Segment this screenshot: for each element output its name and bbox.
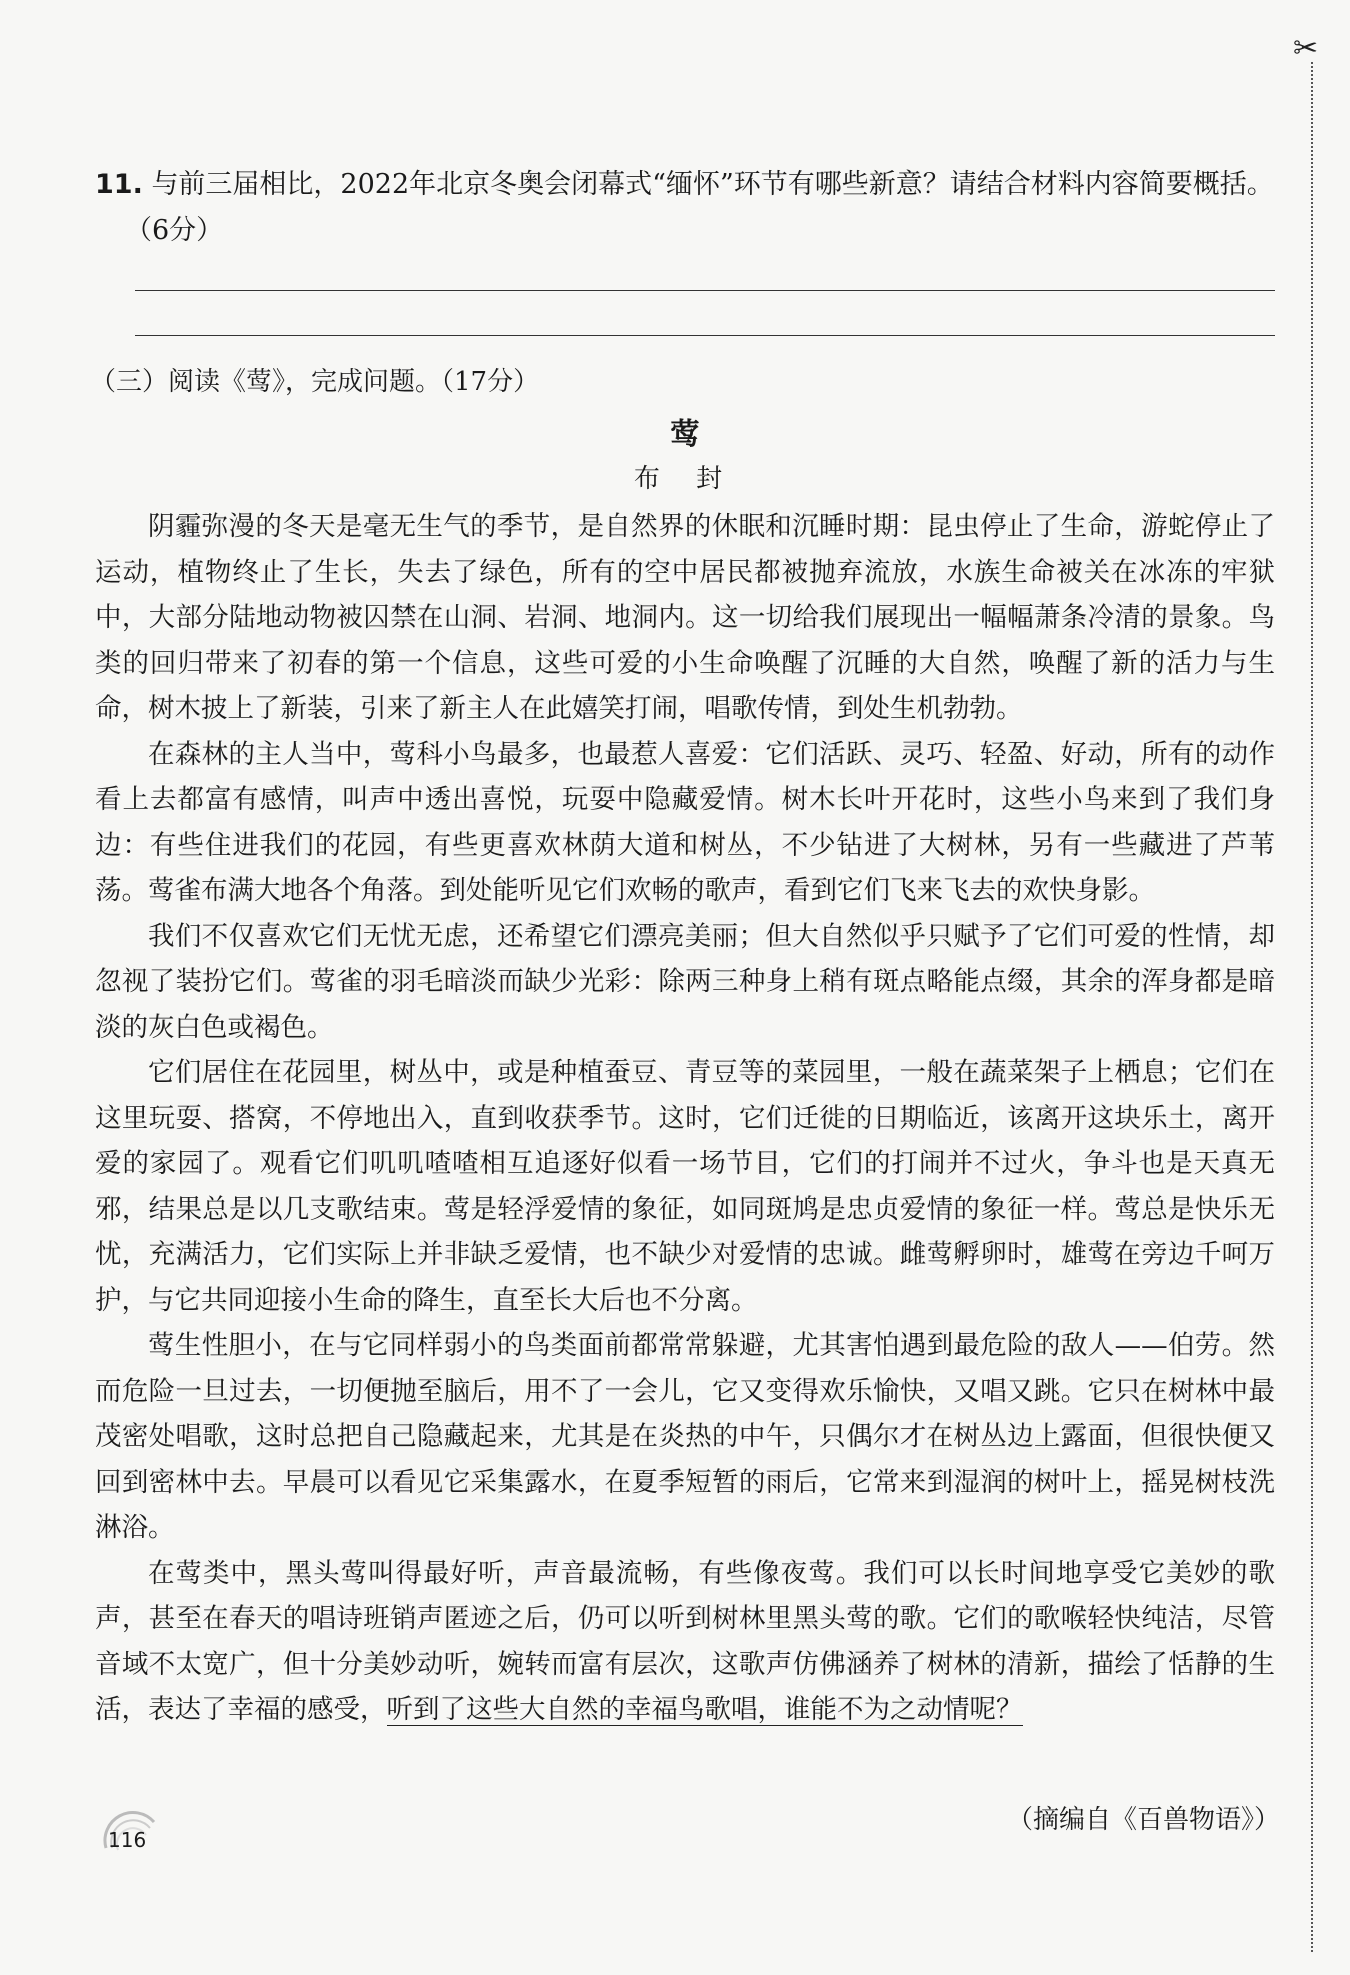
scissors-icon: ✂ (1293, 31, 1319, 66)
section-heading: （三）阅读《莺》，完成问题。（17分） (90, 367, 540, 397)
question-11 (95, 162, 1285, 254)
paragraph: 莺生性胆小，在与它同样弱小的鸟类面前都常常躲避，尤其害怕遇到最危险的敌人——伯劳。然而危险一旦过去，一切便抛至脑后，用不了一会儿，它又变得欢乐愉快，又唱又跳。它只在树林中最茂密处唱歌，这时总把自己隐藏起来，尤其是在炎热的中午，只偶尔才在树丛边上露面，但很快便又回到密林中去。早晨可以看见它采集露水，在夏季短暂的雨后，它常来到湿润的树叶上，摇晃树枝洗淋浴。 (95, 1330, 1275, 1543)
cut-line (1311, 62, 1313, 1952)
paragraph: 阴霾弥漫的冬天是毫无生气的季节，是自然界的休眠和沉睡时期：昆虫停止了生命，游蛇停止了运动，植物终止了生长，失去了绿色，所有的空中居民都被抛弃流放，水族生命被关在冰冻的牢狱中，大部分陆地动物被囚禁在山洞、岩洞、地洞内。这一切给我们展现出一幅幅萧条冷清的景象。鸟类的回归带来了初春的第一个信息，这些可爱的小生命唤醒了沉睡的大自然，唤醒了新的活力与生命，树木披上了新装，引来了新主人在此嬉笑打闹，唱歌传情，到处生机勃勃。 (95, 511, 1275, 724)
article-body (95, 504, 1275, 1733)
article-source: （摘编自《百兽物语》） (1006, 1805, 1280, 1835)
underlined-sentence: 听到了这些大自然的幸福鸟歌唱，谁能不为之动情呢？ (386, 1694, 1023, 1725)
paragraph: 我们不仅喜欢它们无忧无虑，还希望它们漂亮美丽；但大自然似乎只赋予了它们可爱的性情，却忽视了装扮它们。莺雀的羽毛暗淡而缺少光彩：除两三种身上稍有斑点略能点缀，其余的浑身都是暗淡的灰白色或褐色。 (95, 920, 1275, 1043)
paragraph: 它们居住在花园里，树丛中，或是种植蚕豆、青豆等的菜园里，一般在蔬菜架子上栖息；它们在这里玩耍、搭窝，不停地出入，直到收获季节。这时，它们迁徙的日期临近，该离开这块乐土，离开爱的家园了。观看它们叽叽喳喳相互追逐好似看一场节目，它们的打闹并不过火，争斗也是天真无邪，结果总是以几支歌结束。莺是轻浮爱情的象征，如同斑鸠是忠贞爱情的象征一样。莺总是快乐无忧，充满活力，它们实际上并非缺乏爱情，也不缺少对爱情的忠诚。雌莺孵卵时，雄莺在旁边千呵万护，与它共同迎接小生命的降生，直至长大后也不分离。 (95, 1057, 1275, 1316)
article-author: 布 封 (633, 464, 737, 494)
paragraph-text: 在莺类中，黑头莺叫得最好听，声音最流畅，有些像夜莺。我们可以长时间地享受它美妙的歌声，甚至在春天的唱诗班销声匿迹之后，仍可以听到树林里黑头莺的歌。它们的歌喉轻快纯洁，尽管音域不太宽广，但十分美妙动听，婉转而富有层次，这歌声仿佛涵养了树林的清新，描绘了恬静的生活，表达了幸福的感受， (95, 1557, 1275, 1725)
article-title: 莺 (670, 417, 700, 452)
answer-line[interactable] (135, 335, 1275, 336)
question-number: 11. (95, 169, 143, 200)
question-points: （6分） (125, 215, 224, 246)
paragraph-last (95, 1551, 1275, 1733)
answer-line[interactable] (135, 290, 1275, 291)
question-text: 与前三届相比，2022年北京冬奥会闭幕式“缅怀”环节有哪些新意？请结合材料内容简要概括。 (151, 169, 1274, 200)
page-number: 116 (108, 1828, 147, 1852)
paragraph: 在森林的主人当中，莺科小鸟最多，也最惹人喜爱：它们活跃、灵巧、轻盈、好动，所有的动作看上去都富有感情，叫声中透出喜悦，玩耍中隐藏爱情。树木长叶开花时，这些小鸟来到了我们身边：有些住进我们的花园，有些更喜欢林荫大道和树丛，不少钻进了大树林，另有一些藏进了芦苇荡。莺雀布满大地各个角落。到处能听见它们欢畅的歌声，看到它们飞来飞去的欢快身影。 (95, 738, 1275, 906)
page-number-badge (102, 1808, 162, 1868)
